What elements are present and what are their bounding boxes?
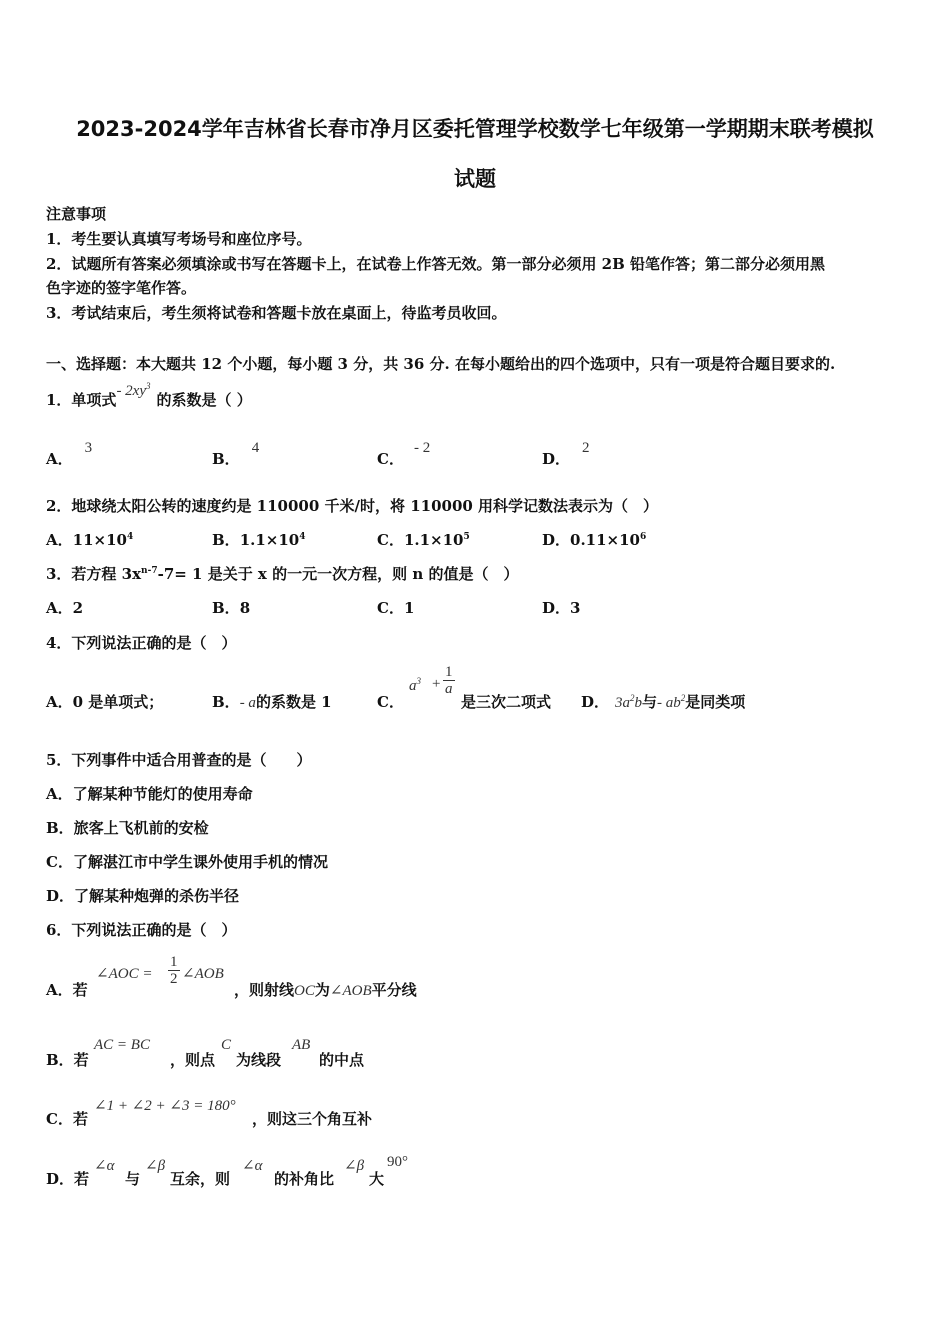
section-heading: 一、选择题：本大题共 12 个小题，每小题 3 分，共 36 分. 在每小题给出的四个选项中，只有一项是符合题目要求的.: [46, 355, 836, 373]
q6-option-a-wei: 为: [314, 981, 330, 999]
q3-option-b-label: B．: [212, 599, 240, 617]
q4-option-c-fraction: [443, 664, 455, 697]
q1-option-c-label: C．: [377, 450, 404, 468]
q6-option-c-post: ，则这三个角互补: [252, 1110, 373, 1128]
q6-option-b-mid2: 为线段: [236, 1051, 282, 1069]
q3-option-c: [377, 597, 414, 618]
q2-option-b: [212, 529, 306, 550]
q4-option-c-term: [409, 676, 421, 695]
q6-option-d-yu: 与: [125, 1170, 141, 1188]
q4-option-d-term2: [657, 695, 685, 711]
q6-option-c-expr: ∠1 + ∠2 + ∠3 = 180°: [94, 1098, 236, 1114]
q4-option-b-expr: - a: [239, 695, 256, 711]
q6-option-d-alpha: ∠α: [94, 1158, 115, 1174]
q4-option-c-plus: +: [432, 676, 441, 692]
q2-option-d: [542, 529, 646, 550]
q4-option-c-num: 1: [445, 664, 453, 680]
question-1: [46, 381, 252, 410]
question-3: [46, 563, 518, 584]
q5-option-c: C．了解湛江市中学生课外使用手机的情况: [46, 853, 328, 871]
q3-option-d-value: 3: [570, 599, 581, 617]
notice-item-3: 3．考试结束后，考生须将试卷和答题卡放在桌面上，待监考员收回。: [46, 304, 507, 322]
q4-option-b-post: 的系数是 1: [255, 693, 332, 711]
q4-option-d-ab: - ab: [657, 695, 681, 711]
q6-option-b-expr: AC = BC: [94, 1037, 150, 1053]
q3-option-d-label: D．: [542, 599, 571, 617]
q2-option-b-base: 1.1×10: [239, 531, 300, 549]
q6-option-a-fraction: [168, 954, 180, 987]
q1-expression: [116, 383, 150, 399]
q1-option-d: [542, 440, 590, 469]
notice-item-2: 2．试题所有答案必须填涂或书写在答题卡上，在试卷上作答无效。第一部分必须用 2B 铅笔作答；第二部分必须用黑: [46, 255, 826, 273]
q3-option-c-label: C．: [377, 599, 404, 617]
q4-option-b-label: B．: [212, 693, 240, 711]
q4-option-c-post: 是三次二项式: [461, 693, 552, 711]
q6-option-a-aob: ∠AOB: [329, 983, 372, 999]
q1-option-a-value: 3: [84, 440, 93, 456]
q4-option-c-exp: 3: [416, 676, 421, 686]
q5-option-b: B．旅客上飞机前的安检: [46, 819, 209, 837]
q6-option-d-value: 90°: [387, 1154, 408, 1170]
q2-option-c-exp: 5: [463, 532, 470, 542]
q2-option-a-exp: 4: [126, 532, 134, 542]
q3-option-a-label: A．: [46, 599, 73, 617]
q4-option-c-a: a: [409, 678, 417, 694]
exam-title-line2: 试题: [454, 167, 496, 191]
q6-option-c-pre: C．若: [46, 1110, 88, 1128]
q4-option-d-3a: 3a: [615, 695, 631, 711]
q6-option-a-expr2: ∠AOB: [182, 966, 224, 982]
q2-option-a-label: A．: [46, 531, 73, 549]
q5-option-a: A．了解某种节能灯的使用寿命: [46, 785, 253, 803]
q6-option-b-mid: ，则点: [170, 1051, 216, 1069]
exam-title-line1: 2023-2024学年吉林省长春市净月区委托管理学校数学七年级第一学期期末联考模拟: [76, 117, 874, 141]
q4-option-d-mid: 与: [642, 693, 658, 711]
q6-option-a-oc: OC: [294, 983, 315, 999]
q6-option-d-pre: D．若: [46, 1170, 90, 1188]
q4-option-c-den: a: [445, 681, 453, 697]
q6-option-d-mid2: 的补角比: [274, 1170, 335, 1188]
q6-option-b-c: C: [221, 1037, 232, 1053]
q4-option-c-label: C．: [377, 693, 404, 711]
q1-option-b-value: 4: [251, 440, 260, 456]
q2-option-c-label: C．: [377, 531, 404, 549]
q6-option-b-post: 的中点: [319, 1051, 365, 1069]
q1-option-c: [377, 440, 431, 469]
question-5: 5．下列事件中适合用普查的是（ ）: [46, 751, 312, 769]
question-4: 4．下列说法正确的是（ ）: [46, 634, 237, 652]
q6-option-b-ab: AB: [292, 1037, 311, 1053]
q1-stem-post: 的系数是（ ）: [156, 391, 252, 409]
notice-item-2-cont: 色字迹的签字笔作答。: [46, 279, 197, 297]
q1-option-a-label: A．: [46, 450, 73, 468]
q2-option-b-label: B．: [212, 531, 240, 549]
q4-option-d-b: b: [634, 695, 643, 711]
notice-item-1: 1．考生要认真填写考场号和座位序号。: [46, 230, 312, 248]
q1-option-b: [212, 440, 260, 469]
q6-option-a-den: 2: [170, 971, 178, 987]
q1-option-c-value: - 2: [413, 440, 431, 456]
q5-option-d: D．了解某种炮弹的杀伤半径: [46, 887, 240, 905]
q6-option-b-pre: B．若: [46, 1051, 89, 1069]
q6-option-d-alpha2: ∠α: [242, 1158, 263, 1174]
notice-heading: 注意事项: [46, 205, 107, 223]
question-2: 2．地球绕太阳公转的速度约是 110000 千米/时，将 110000 用科学记数法表示为（ ）: [46, 497, 659, 515]
q6-option-a-num: 1: [170, 954, 178, 970]
q6-option-d-beta2: ∠β: [344, 1158, 365, 1174]
q2-option-d-base: 0.11×10: [570, 531, 640, 549]
q4-option-a: A．0 是单项式；: [46, 693, 164, 711]
q6-option-d-da: 大: [369, 1170, 385, 1188]
q6-option-d-beta: ∠β: [145, 1158, 166, 1174]
q1-stem-pre: 1．单项式: [46, 391, 117, 409]
q3-stem-pre: 3．若方程 3x: [46, 565, 142, 583]
q4-option-d-label: D．: [581, 693, 610, 711]
q2-option-c: [377, 529, 470, 550]
q1-option-d-value: 2: [582, 440, 590, 456]
q1-option-a: [46, 440, 93, 469]
q1-option-d-label: D．: [542, 450, 571, 468]
q3-option-a-value: 2: [72, 599, 84, 617]
q4-option-d-post: 是同类项: [685, 693, 746, 711]
q6-option-a-expr1: ∠AOC =: [96, 966, 153, 982]
q6-option-a-mid: ，则射线: [234, 981, 295, 999]
q2-option-d-label: D．: [542, 531, 571, 549]
q3-stem-exp: n-7: [141, 566, 158, 576]
q1-expr-exp: 3: [146, 381, 151, 391]
q3-option-b: [212, 597, 250, 618]
q3-option-a: [46, 597, 83, 618]
q4-option-d-exp1: 2: [630, 693, 635, 703]
q6-option-a-rest: [234, 979, 417, 1000]
q4-option-d-exp2: 2: [680, 693, 686, 703]
question-6: 6．下列说法正确的是（ ）: [46, 921, 237, 939]
q3-option-d: [542, 597, 580, 618]
q6-option-a-post: 平分线: [371, 981, 417, 999]
q6-option-a-pre: A．若: [46, 981, 88, 999]
q4-option-d: [581, 691, 745, 712]
q2-option-b-exp: 4: [299, 532, 306, 542]
q6-option-d-mid: 互余，则: [170, 1170, 231, 1188]
q3-option-c-value: 1: [403, 599, 415, 617]
q1-option-b-label: B．: [212, 450, 240, 468]
q4-option-b: [212, 691, 332, 712]
q3-stem-post: -7= 1 是关于 x 的一元一次方程，则 n 的值是（ ）: [157, 565, 519, 583]
q2-option-a-base: 11×10: [72, 531, 127, 549]
q2-option-d-exp: 6: [640, 532, 647, 542]
q2-option-c-base: 1.1×10: [403, 531, 464, 549]
q4-option-c: [377, 664, 552, 714]
q4-option-d-term1: [615, 695, 642, 711]
q1-expr-base: - 2xy: [116, 383, 146, 399]
q2-option-a: [46, 529, 133, 550]
q3-option-b-value: 8: [239, 599, 251, 617]
